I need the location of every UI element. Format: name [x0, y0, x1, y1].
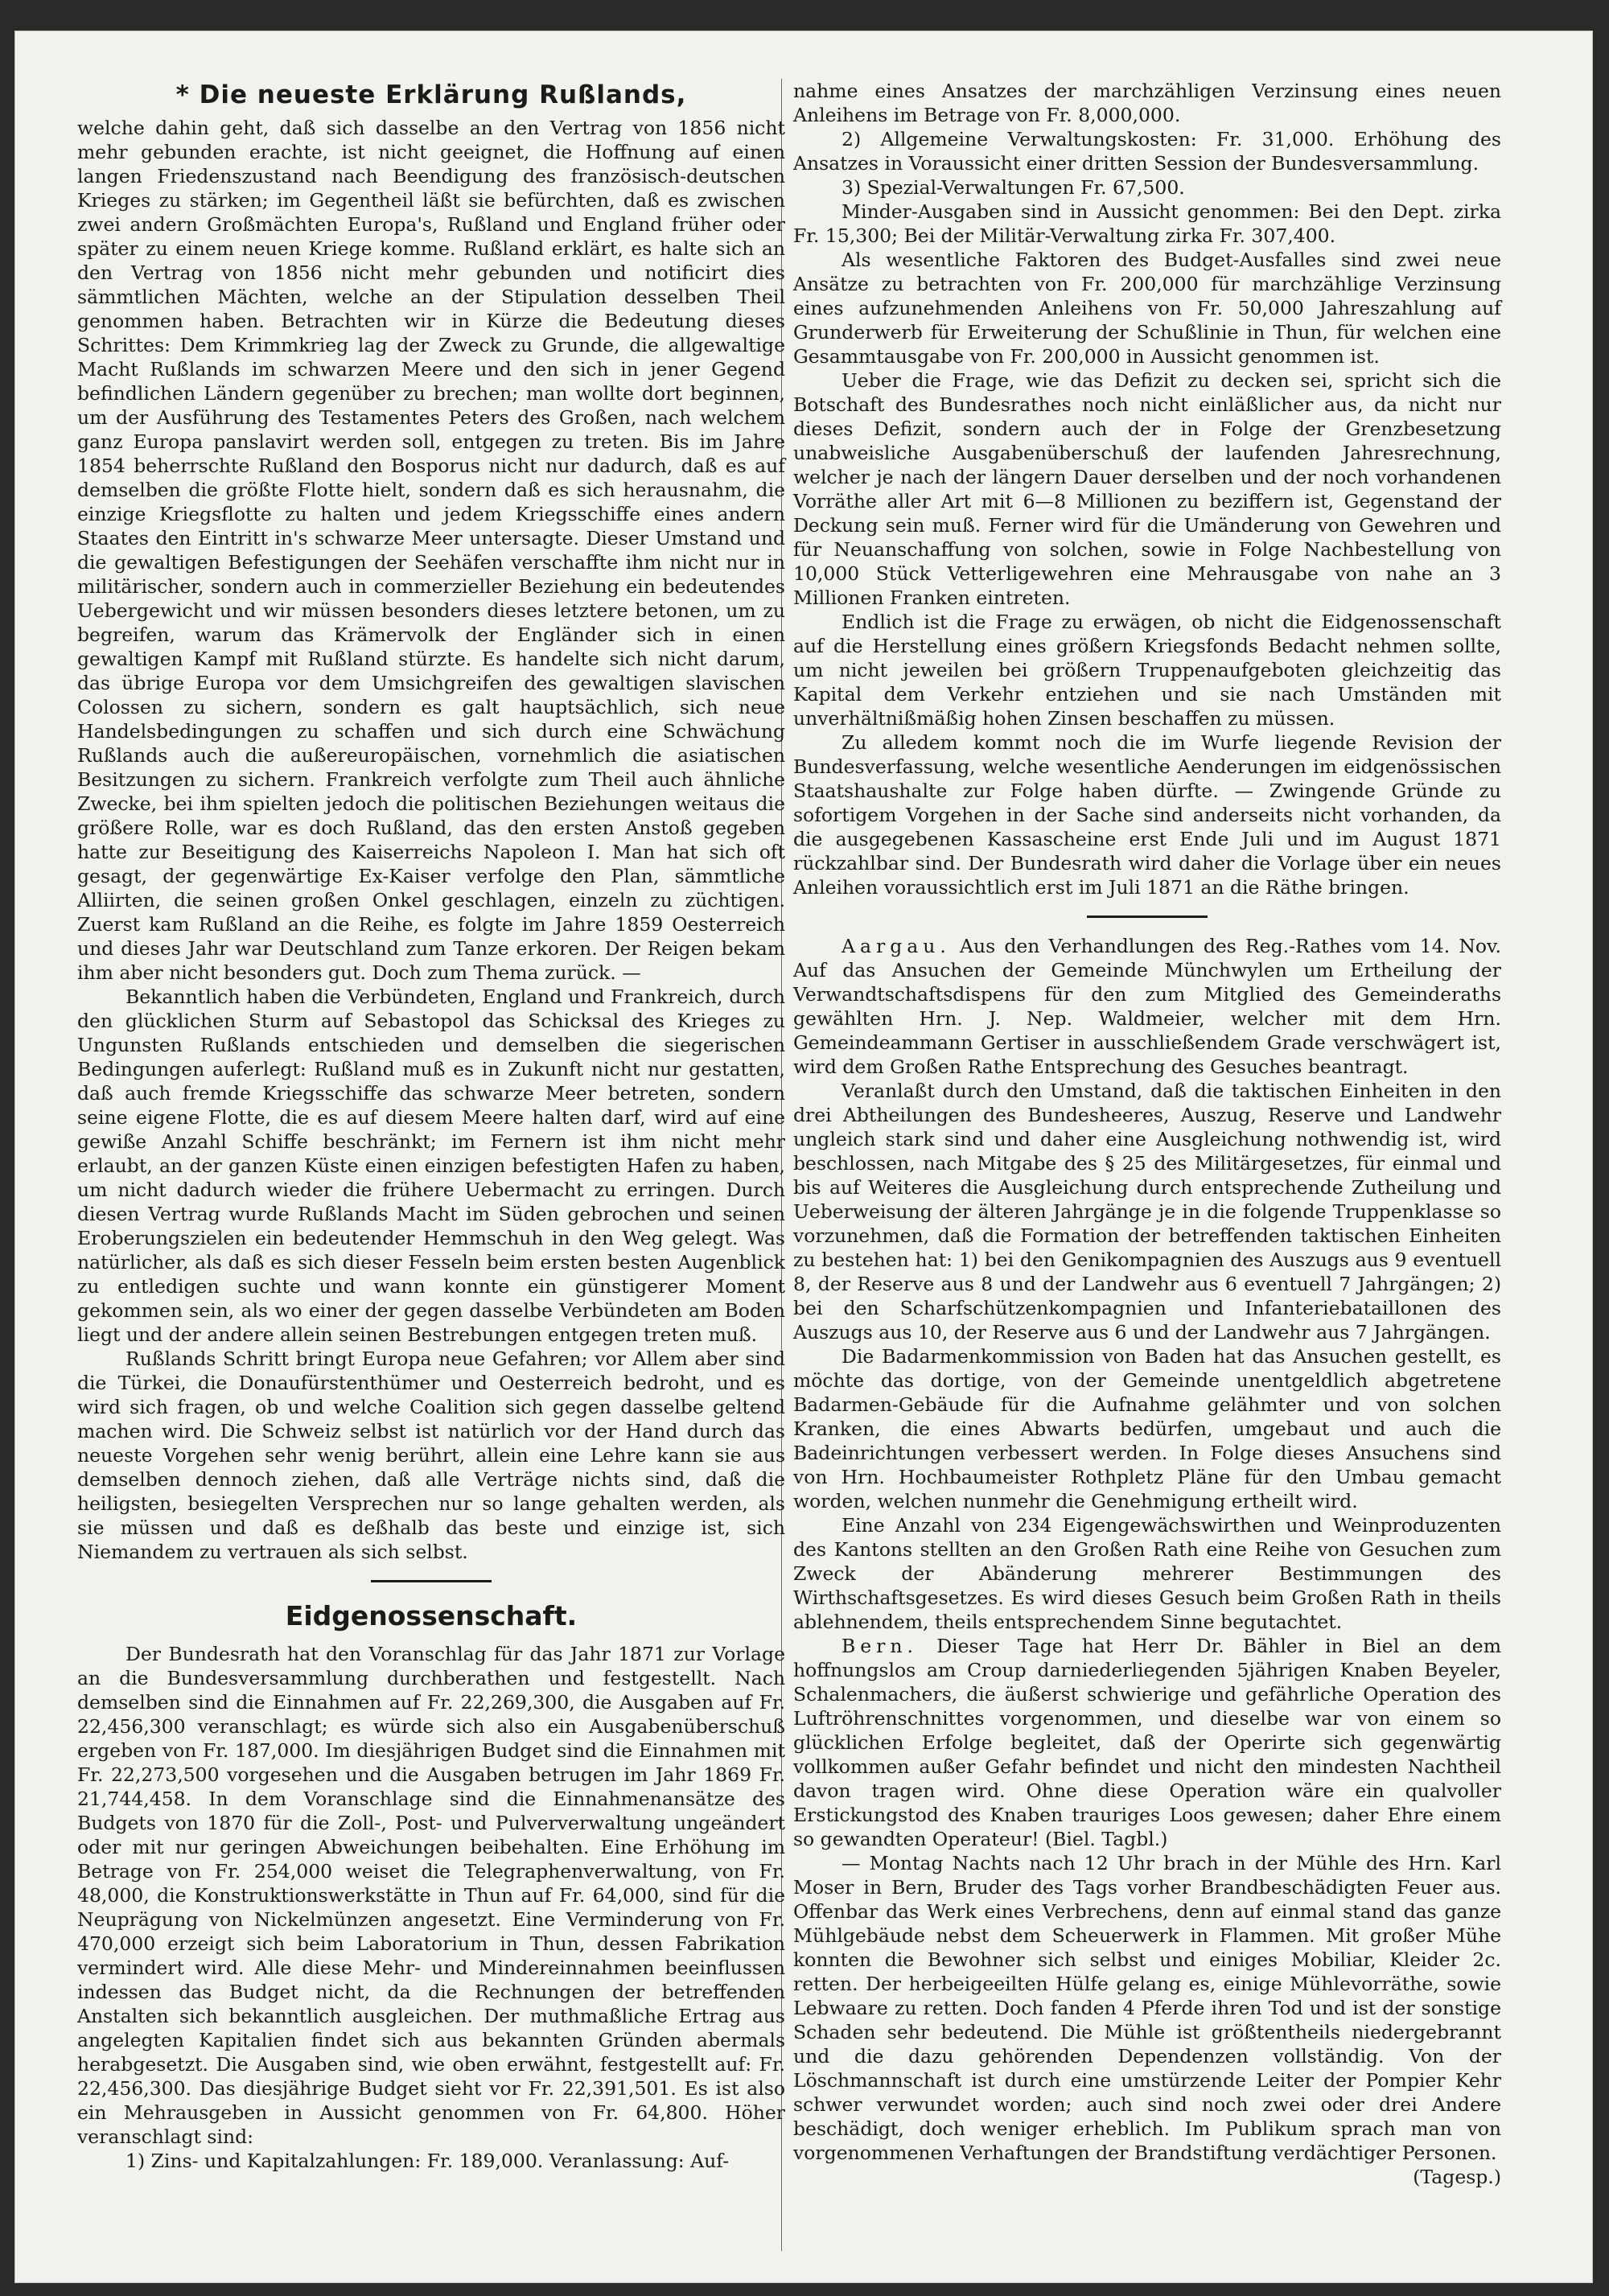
paragraph: 3) Spezial-Verwaltungen Fr. 67,500.	[842, 176, 1185, 199]
paragraph: 1) Zins- und Kapitalzahlungen: Fr. 189,000. Veranlassung: Auf-	[126, 2150, 730, 2172]
paragraph: Zu alledem kommt noch die im Wurfe liegende Revision der Bundesverfassung, welche wesentliche Aenderungen im eidgenössischen Staatshaushalte zur Folge haben dürfte. — Zwingende Gründe zu sofortigem Vorgehen in der Sache sind anderseits nicht vorhanden, da die ausgegebenen Kassascheine erst Ende Juli und im August 1871 rückzahlbar sind. Der Bundesrath wird daher die Vorlage über ein neues Anleihen voraussichtlich erst im Juli 1871 an die Räthe bringen.	[793, 731, 1501, 899]
paragraph	[793, 1851, 1501, 2188]
paragraph: Ueber die Frage, wie das Defizit zu decken sei, spricht sich die Botschaft des Bundesrathes noch nicht einläßlicher aus, da nicht nur dieses Defizit, sondern auch der in Folge der Grenzbesetzung unabweisliche Ausgabenüberschuß der laufenden Jahresrechnung, welcher je nach der längern Dauer derselben und der noch vorhandenen Vorräthe aller Art mit 6—8 Millionen zu beziffern ist, Gegenstand der Deckung sein muß. Ferner wird für die Umänderung von Gewehren und für Neuanschaffung von solchen, sowie in Folge Nachbestellung von 10,000 Stück Vetterligewehren eine Mehrausgabe von nahe an 3 Millionen Franken eintreten.	[793, 369, 1501, 609]
paragraph: Veranlaßt durch den Umstand, daß die taktischen Einheiten in den drei Abtheilungen des Bundesheeres, Auszug, Reserve und Landwehr ungleich stark sind und daher eine Ausgleichung nothwendig ist, wird beschlossen, nach Mitgabe des § 25 des Militärgesetzes, für einmal und bis auf Weiteres die Ausgleichung durch entsprechende Zutheilung und Ueberweisung der älteren Jahrgänge je in die folgende Truppenklasse so vorzunehmen, daß die Formation der betreffenden taktischen Einheiten zu bestehen hat: 1) bei den Genikompagnien des Auszugs aus 9 eventuell 8, der Reserve aus 8 und der Landwehr aus 6 eventuell 7 Jahrgängen; 2) bei den Scharfschützenkompagnien und Infanteriebataillonen des Auszugs aus 10, der Reserve aus 6 und der Landwehr aus 7 Jahrgängen.	[793, 1080, 1501, 1343]
paragraph: Bekanntlich haben die Verbündeten, England und Frankreich, durch den glücklichen Sturm auf Sebastopol das Schicksal des Krieges zu Ungunsten Rußlands entschieden und demselben die siegerischen Bedingungen auferlegt: Rußland muß es in Zukunft nicht nur gestatten, daß auch fremde Kriegsschiffe das schwarze Meer betreten, sondern seine eigene Flotte, die es auf diesem Meere halten darf, wird auf eine gewiße Anzahl Schiffe beschränkt; im Fernern ist ihm nicht mehr erlaubt, an der ganzen Küste einen einzigen befestigten Hafen zu haben, um nicht dadurch wieder die frühere Uebermacht zu erringen. Durch diesen Vertrag wurde Rußlands Macht im Süden gebrochen und seinen Eroberungszielen ein bedeutender Hemmschuh in den Weg gelegt. Was natürlicher, als daß es sich dieser Fesseln beim ersten besten Augenblick zu entledigen suchte und wann konnte ein günstigerer Moment gekommen sein, als wo einer der gegen dasselbe Verbündeten am Boden liegt und der andere allein seinen Bestrebungen entgegen treten muß.	[77, 985, 785, 1346]
paragraph-text: Dieser Tage hat Herr Dr. Bähler in Biel an dem hoffnungslos am Croup darniederliegenden 5jährigen Knaben Beyeler, Schalenmachers, die äußerst schwierige und gefährliche Operation des Luftröhrenschnittes vorgenommen, und dieselbe war von einem so glücklichen Erfolge begleitet, daß der Operirte sich gegenwärtig vollkommen außer Gefahr befindet und nicht den mindesten Nachtheil davon tragen wird. Ohne diese Operation wäre ein qualvoller Erstickungstod des Knaben trauriges Loos gewesen; daher Ehre einem so gewandten Operateur! (Biel. Tagbl.)	[793, 1635, 1501, 1850]
source-credit: (Tagesp.)	[1413, 2166, 1501, 2188]
paragraph: 2) Allgemeine Verwaltungskosten: Fr. 31,000. Erhöhung des Ansatzes in Voraussicht einer dritten Session der Bundesversammlung.	[793, 128, 1501, 175]
article-heading-russia: * Die neueste Erklärung Rußlands,	[175, 80, 687, 109]
paragraph: Der Bundesrath hat den Voranschlag für das Jahr 1871 zur Vorlage an die Bundesversammlung durchberathen und festgestellt. Nach demselben sind die Einnahmen auf Fr. 22,269,300, die Ausgaben auf Fr. 22,456,300 veranschlagt; es würde sich also ein Ausgabenüberschuß ergeben von Fr. 187,000. Im diesjährigen Budget sind die Einnahmen mit Fr. 22,273,500 vorgesehen und die Ausgaben betrugen im Jahr 1869 Fr. 21,744,458. In dem Voranschlage sind die Einnahmenansätze des Budgets von 1870 für die Zoll-, Post- und Pulververwaltung ungeändert oder mit nur geringen Abweichungen beibehalten. Eine Erhöhung im Betrage von Fr. 254,000 weiset die Telegraphenverwaltung, von Fr. 48,000, die Konstruktionswerkstätte in Thun auf Fr. 64,000, sind für die Neuprägung von Nickelmünzen angesetzt. Eine Verminderung von Fr. 470,000 erzeigt sich beim Laboratorium in Thun, dessen Fabrikation vermindert wird. Alle diese Mehr- und Mindereinnahmen beeinflussen indessen das Budget nicht, da die Rechnungen der betreffenden Anstalten sich bekanntlich ausgleichen. Der muthmaßliche Ertrag aus angelegten Kapitalien findet sich aus bekannten Gründen abermals herabgesetzt. Die Ausgaben sind, wie oben erwähnt, festgestellt auf: Fr. 22,456,300. Das diesjährige Budget sieht vor Fr. 22,391,501. Es ist also ein Mehrausgeben in Aussicht genommen von Fr. 64,800. Höher veranschlagt sind:	[77, 1643, 785, 2148]
section-heading-eidgenossenschaft: Eidgenossenschaft.	[285, 1600, 578, 1631]
paragraph: Endlich ist die Frage zu erwägen, ob nicht die Eidgenossenschaft auf die Herstellung eines größern Kriegsfonds Bedacht nehmen sollte, um nicht jeweilen bei größern Truppenaufgeboten gleichzeitig das Kapital dem Verkehr entziehen und sie nach Umständen mit unverhältnißmäßig hohen Zinsen beschaffen zu müssen.	[793, 611, 1501, 730]
paragraph-aargau	[793, 934, 1501, 1079]
paragraph-text: Aus den Verhandlungen des Reg.-Rathes vom 14. Nov. Auf das Ansuchen der Gemeinde Münchwylen um Ertheilung der Verwandtschaftsdispens für den zum Mitglied des Gemeinderaths gewählten Hrn. J. Nep. Waldmeier, welcher mit dem Hrn. Gemeindeammann Gertiser in ausschließendem Grade verschwägert ist, wird dem Großen Rathe Entsprechung des Gesuches beantragt.	[793, 935, 1501, 1078]
place-label: Aargau.	[842, 935, 951, 957]
paragraph-text: — Montag Nachts nach 12 Uhr brach in der Mühle des Hrn. Karl Moser in Bern, Bruder des Tags vorher Brandbeschädigten Feuer aus. Offenbar das Werk eines Verbrechens, denn auf einmal stand das ganze Mühlgebäude nebst dem Scheuerwerk in Flammen. Mit großer Mühe konnten die Bewohner sich selbst und einiges Mobiliar, Kleider 2c. retten. Der herbeigeeilten Hülfe gelang es, einige Mühlevorräthe, sowie Lebwaare zu retten. Doch fanden 4 Pferde ihren Tod und ist der sonstige Schaden sehr bedeutend. Die Mühle ist größtentheils niedergebrannt und die dazu gehörenden Dependenzen vollständig. Von der Löschmannschaft ist durch eine umstürzende Leiter der Pompier Kehr schwer verwundet worden; auch sind noch zwei oder drei Andere beschädigt, doch weniger erheblich. Im Publikum sprach man von vorgenommenen Verhaftungen der Brandstiftung verdächtiger Personen.	[793, 1852, 1501, 2164]
paragraph: Eine Anzahl von 234 Eigengewächswirthen und Weinproduzenten des Kantons stellten an den Großen Rath eine Reihe von Gesuchen zum Zweck der Abänderung mehrerer Bestimmungen des Wirthschaftsgesetzes. Es wird dieses Gesuch beim Großen Rath in theils ablehnendem, theils entsprechendem Sinne begutachtet.	[793, 1514, 1501, 1633]
paragraph: Die Badarmenkommission von Baden hat das Ansuchen gestellt, es möchte das dortige, von der Gemeinde unentgeldlich abgetretene Badarmen-Gebäude für die Aufnahme gelähmter und von solchen Kranken, die eines Abwarts bedürfen, umgebaut und auch die Badeinrichtungen verbessert werden. In Folge dieses Ansuchens sind von Hrn. Hochbaumeister Rothpletz Pläne für den Umbau gemacht worden, welchen nunmehr die Genehmigung ertheilt wird.	[793, 1345, 1501, 1512]
paragraph: nahme eines Ansatzes der marchzähligen Verzinsung eines neuen Anleihens im Betrage von Fr. 8,000,000.	[793, 80, 1501, 126]
paragraph-bern	[793, 1634, 1501, 1851]
section-divider	[1087, 916, 1208, 918]
paragraph: Rußlands Schritt bringt Europa neue Gefahren; vor Allem aber sind die Türkei, die Donaufürstenthümer und Oesterreich bedroht, und es wird sich fragen, ob und welche Coalition sich gegen dasselbe geltend machen wird. Die Schweiz selbst ist natürlich vor der Hand durch das neueste Vorgehen sehr wenig berührt, allein eine Lehre kann sie aus demselben dennoch ziehen, daß alle Verträge nichts sind, daß die heiligsten, besiegelten Versprechen nur so lange gehalten werden, als sie müssen und daß es deßhalb das beste und einzige ist, sich Niemandem zu vertrauen als sich selbst.	[77, 1348, 785, 1563]
newspaper-page	[14, 31, 1593, 2283]
paragraph: Als wesentliche Faktoren des Budget-Ausfalles sind zwei neue Ansätze zu betrachten von Fr. 200,000 für marchzählige Verzinsung eines aufzunehmenden Anleihens von Fr. 50,000 Jahreszahlung auf Grunderwerb für Erweiterung der Schußlinie in Thun, für welchen eine Gesammtausgabe von Fr. 200,000 in Aussicht genommen ist.	[793, 249, 1501, 368]
right-column	[793, 79, 1501, 2189]
paragraph: welche dahin geht, daß sich dasselbe an den Vertrag von 1856 nicht mehr gebunden erachte, ist nicht geeignet, die Hoffnung auf einen langen Friedenszustand nach Beendigung des französisch-deutschen Krieges zu stärken; im Gegentheil läßt sie befürchten, daß es zwischen zwei andern Großmächten Europa's, Rußland und England früher oder später zu einem neuen Kriege komme. Rußland erklärt, es halte sich an den Vertrag von 1856 nicht mehr gebunden und notificirt dies sämmtlichen Mächten, welche an der Stipulation desselben Theil genommen haben. Betrachten wir in Kürze die Bedeutung dieses Schrittes: Dem Krimmkrieg lag der Zweck zu Grunde, die allgewaltige Macht Rußlands im schwarzen Meere und den sich in jener Gegend befindlichen Ländern gegenüber zu brechen; man wollte dort beginnen, um der Ausführung des Testamentes Peters des Großen, nach welchem ganz Europa panslavirt werden soll, entgegen zu treten. Bis im Jahre 1854 beherrschte Rußland den Bosporus nicht nur dadurch, daß es auf demselben die größte Flotte hielt, sondern daß es sich herausnahm, die einzige Kriegsflotte zu halten und jedem Kriegsschiffe eines andern Staates den Eintritt in's schwarze Meer untersagte. Dieser Umstand und die gewaltigen Befestigungen der Seehäfen verschaffte ihm nicht nur in militärischer, sondern auch in commerzieller Beziehung ein bedeutendes Uebergewicht und wir müssen besonders dieses letztere betonen, um zu begreifen, warum das Krämervolk der Engländer sich in einen gewaltigen Kampf mit Rußland stürzte. Es handelte sich nicht darum, das übrige Europa vor dem Umsichgreifen des gewaltigen slavischen Colossen zu sichern, sondern es galt hauptsächlich, sich neue Handelsbedingungen zu schaffen und sich durch eine Schwächung Rußlands auch die außereuropäischen, vornehmlich die asiatischen Besitzungen zu sichern. Frankreich verfolgte zum Theil auch ähnliche Zwecke, bei ihm spielten jedoch die politischen Beziehungen weitaus die größere Rolle, war es doch Rußland, das den ersten Anstoß gegeben hatte zur Beseitigung des Kaiserreichs Napoleon I. Man hat sich oft gesagt, der gegenwärtige Ex-Kaiser verfolge den Plan, sämmtliche Alliirten, die seinen großen Onkel geschlagen, einzeln zu züchtigen. Zuerst kam Rußland an die Reihe, es folgte im Jahre 1859 Oesterreich und dieses Jahr war Deutschland zum Tanze erkoren. Der Reigen bekam ihm aber nicht besonders gut. Doch zum Thema zurück. —	[77, 117, 785, 984]
place-label: Bern.	[842, 1635, 919, 1657]
section-divider	[371, 1580, 492, 1582]
paragraph: Minder-Ausgaben sind in Aussicht genommen: Bei den Dept. zirka Fr. 15,300; Bei der Militär-Verwaltung zirka Fr. 307,400.	[793, 200, 1501, 247]
left-column	[77, 79, 785, 2173]
